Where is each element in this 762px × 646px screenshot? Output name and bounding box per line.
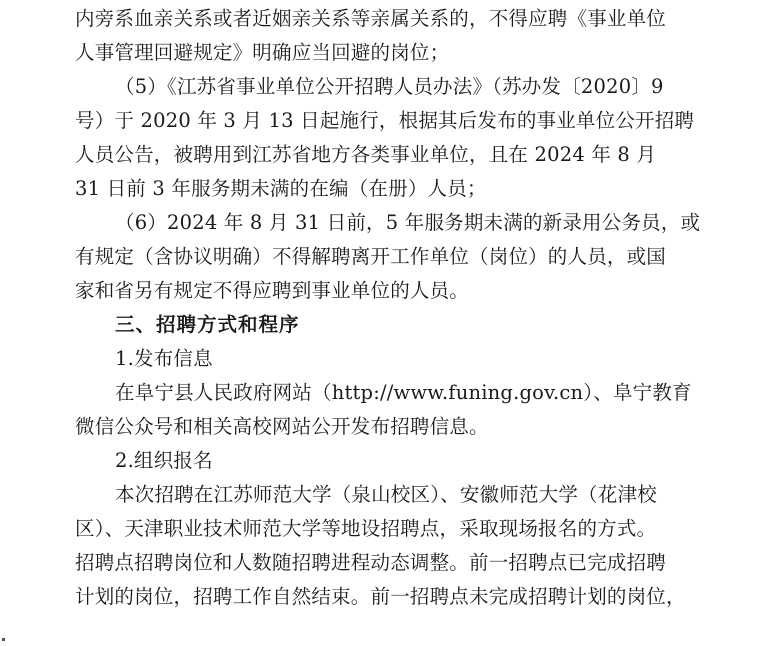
body-text-line: 在阜宁县人民政府网站（http://www.funing.gov.cn）、阜宁教育 bbox=[115, 381, 692, 404]
subsection-heading: 2.组织报名 bbox=[115, 449, 213, 472]
page-edge-mark bbox=[2, 638, 5, 641]
body-text-line: 有规定（含协议明确）不得解聘离开工作单位（岗位）的人员，或国 bbox=[75, 245, 667, 268]
section-heading: 三、招聘方式和程序 bbox=[115, 313, 300, 336]
body-text-line: 人员公告，被聘用到江苏省地方各类事业单位，且在 2024 年 8 月 bbox=[75, 143, 657, 166]
body-text-line: 区）、天津职业技术师范大学等地设招聘点，采取现场报名的方式。 bbox=[75, 517, 657, 540]
list-item-5: （5）《江苏省事业单位公开招聘人员办法》（苏办发〔2020〕9 bbox=[115, 75, 664, 98]
body-text-line: 本次招聘在江苏师范大学（泉山校区）、安徽师范大学（花津校 bbox=[115, 483, 657, 506]
body-text-line: 内旁系血亲关系或者近姻亲关系等亲属关系的，不得应聘《事业单位 bbox=[75, 7, 667, 30]
subsection-heading: 1.发布信息 bbox=[115, 347, 213, 370]
body-text-line: 31 日前 3 年服务期未满的在编（在册）人员； bbox=[75, 177, 487, 200]
body-text-line: 人事管理回避规定》明确应当回避的岗位； bbox=[75, 41, 450, 64]
body-text-line: 家和省另有规定不得应聘到事业单位的人员。 bbox=[75, 279, 470, 302]
body-text-line: 招聘点招聘岗位和人数随招聘进程动态调整。前一招聘点已完成招聘 bbox=[75, 551, 667, 574]
body-text-line: 微信公众号和相关高校网站公开发布招聘信息。 bbox=[75, 415, 489, 438]
list-item-6: （6）2024 年 8 月 31 日前，5 年服务期未满的新录用公务员，或 bbox=[115, 211, 701, 234]
body-text-line: 计划的岗位，招聘工作自然结束。前一招聘点未完成招聘计划的岗位， bbox=[75, 585, 686, 608]
body-text-line: 号）于 2020 年 3 月 13 日起施行，根据其后发布的事业单位公开招聘 bbox=[75, 109, 695, 132]
